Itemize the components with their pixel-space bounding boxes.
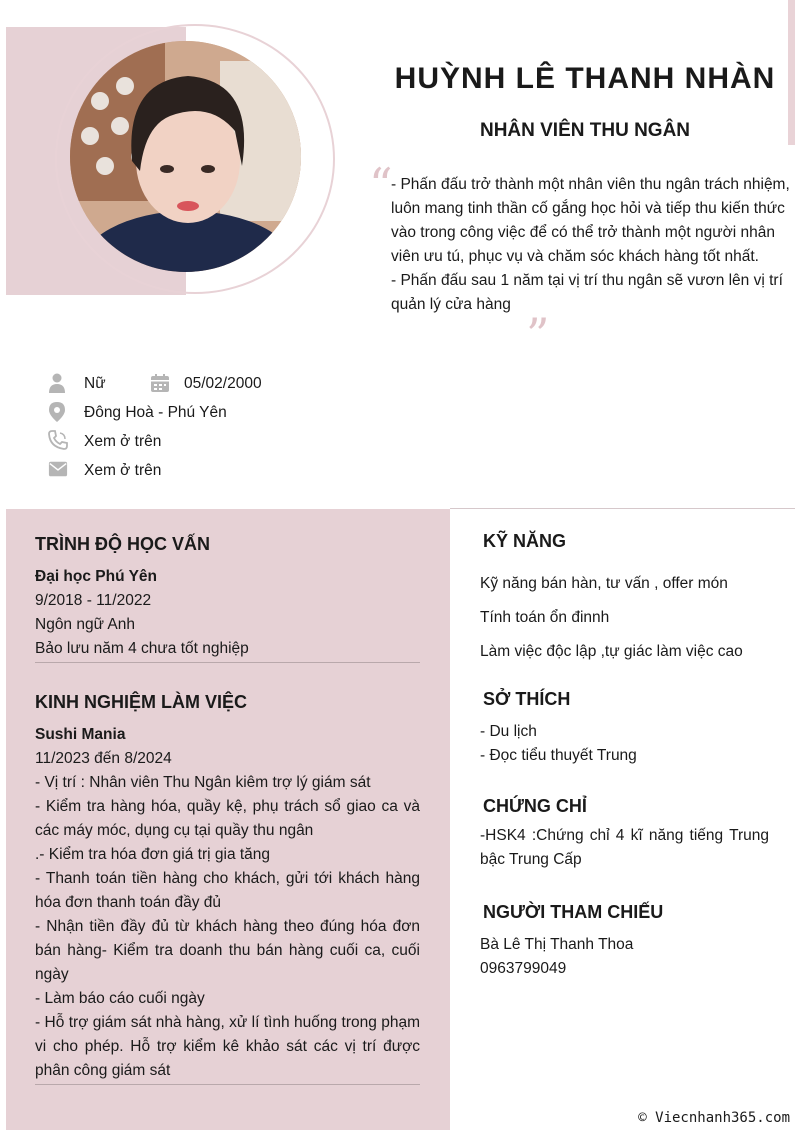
hobby-item: - Du lịch: [480, 723, 537, 740]
skills-heading: KỸ NĂNG: [483, 531, 567, 551]
career-objective: [391, 173, 791, 317]
education-major: Ngôn ngữ Anh: [35, 616, 136, 633]
person-icon: [47, 373, 67, 393]
experience-line: - Vị trí : Nhân viên Thu Ngân kiêm trợ lý giám sát: [35, 774, 371, 791]
footer-watermark: © Viecnhanh365.com: [638, 1110, 790, 1126]
experience-heading: KINH NGHIỆM LÀM VIỆC: [35, 692, 248, 712]
experience-line: - Kiểm tra hàng hóa, quầy kệ, phụ trách sổ giao ca và các máy móc, dụng cụ tại quầy thu ngân: [35, 798, 420, 839]
education-heading: TRÌNH ĐỘ HỌC VẤN: [35, 534, 210, 554]
education-school: Đại học Phú Yên: [35, 568, 158, 585]
reference-phone: 0963799049: [480, 960, 567, 977]
experience-line: - Nhận tiền đầy đủ từ khách hàng theo đúng hóa đơn bán hàng- Kiểm tra doanh thu bán hàng cuối ca, cuối ngày: [35, 918, 420, 983]
calendar-icon: [150, 373, 170, 393]
quote-close-icon: ”: [526, 308, 550, 362]
candidate-name: HUỲNH LÊ THANH NHÀN: [394, 62, 776, 95]
address-value: Đông Hoà - Phú Yên: [84, 404, 227, 421]
profile-photo: [70, 41, 301, 272]
experience-details: [35, 771, 420, 1083]
quote-open-icon: “: [369, 158, 393, 212]
divider: [450, 508, 795, 509]
hobbies-heading: SỞ THÍCH: [483, 689, 571, 709]
section-rule: [35, 662, 420, 663]
experience-line: - Làm báo cáo cuối ngày: [35, 990, 205, 1007]
certificates-heading: CHỨNG CHỈ: [483, 796, 587, 816]
skill-item: Kỹ năng bán hàn, tư vấn , offer món: [480, 575, 728, 592]
experience-line: - Thanh toán tiền hàng cho khách, gửi tới khách hàng hóa đơn thanh toán đầy đủ: [35, 870, 420, 911]
section-rule: [35, 1084, 420, 1085]
education-period: 9/2018 - 11/2022: [35, 592, 152, 609]
phone-value: Xem ở trên: [84, 433, 162, 450]
certificate-item: -HSK4 :Chứng chỉ 4 kĩ năng tiếng Trung bậc Trung Cấp: [480, 827, 769, 868]
email-value: Xem ở trên: [84, 462, 162, 479]
experience-line: - Hỗ trợ giám sát nhà hàng, xử lí tình huống trong phạm vi cho phép. Hỗ trợ kiểm kê khảo sát các vị trí được phân công giám sát: [35, 1014, 420, 1079]
phone-icon: [48, 430, 68, 450]
objective-line: - Phấn đấu sau 1 năm tại vị trí thu ngân sẽ vươn lên vị trí quản lý cửa hàng: [391, 272, 783, 313]
reference-heading: NGƯỜI THAM CHIẾU: [483, 902, 664, 922]
skill-item: Tính toán ổn đinnh: [480, 609, 610, 626]
hobby-item: - Đọc tiểu thuyết Trung: [480, 747, 637, 764]
birthdate-value: 05/02/2000: [184, 375, 262, 392]
experience-period: 11/2023 đến 8/2024: [35, 750, 172, 767]
education-note: Bảo lưu năm 4 chưa tốt nghiệp: [35, 640, 249, 657]
job-title: NHÂN VIÊN THU NGÂN: [479, 120, 691, 141]
location-pin-icon: [47, 402, 67, 422]
reference-name: Bà Lê Thị Thanh Thoa: [480, 936, 634, 953]
experience-line: .- Kiểm tra hóa đơn giá trị gia tăng: [35, 846, 271, 863]
objective-line: - Phấn đấu trở thành một nhân viên thu ngân trách nhiệm, luôn mang tinh thần cố gắng học hỏi và tiếp thu kiến thức vào trong công việc để có thể trở thành một người nhân viên ưu tú, phục vụ và chăm sóc khách hàng tốt nhất.: [391, 176, 790, 265]
email-icon: [48, 459, 68, 479]
gender-value: Nữ: [84, 375, 106, 392]
experience-company: Sushi Mania: [35, 726, 126, 743]
skill-item: Làm việc độc lập ,tự giác làm việc cao: [480, 643, 743, 660]
